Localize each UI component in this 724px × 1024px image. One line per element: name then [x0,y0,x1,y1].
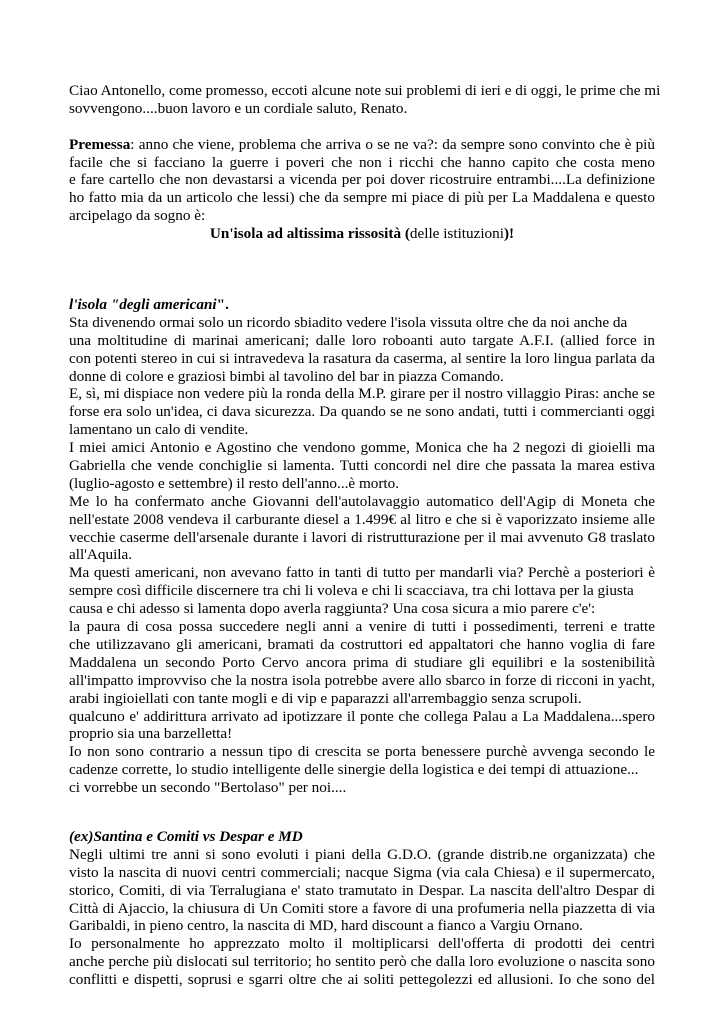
section-title-end: ". [216,296,229,314]
body-line: lamentano un calo di vendite. [69,421,249,439]
premessa-text: : anno che viene, problema che arriva o se ne va?: da sempre sono convinto che è più [130,135,655,153]
intro-line: sovvengono....buon lavoro e un cordiale saluto, Renato. [69,99,408,117]
premessa-line: e fare cartello che non devastarsi a vicenda per poi dover ricostruire entrambi....La definizione [69,171,655,189]
body-line: Me lo ha confermato anche Giovanni dell'autolavaggio automatico dell'Agip di Moneta che [69,492,655,510]
body-line: storico, Comiti, di via Terralugiana e' stato tramutato in Despar. La nascita dell'altro Despar di [69,881,655,899]
premessa-motto [69,225,655,243]
body-line: cadenze corrette, lo studio intelligente delle sinergie della logistica e dei tempi di attuazione... [69,761,639,779]
body-line: anche perche più dislocati sul territorio; ho sentito però che dalla loro evoluzione o nascita sono [69,953,655,971]
body-line: Città di Ajaccio, la chiusura di Un Comiti store a favore di una profumeria nella piazzetta di via [69,899,655,917]
body-line: ci vorrebbe un secondo "Bertolaso" per noi.... [69,779,347,797]
body-line: (luglio-agosto e settembre) il resto dell'anno...è morto. [69,474,400,492]
motto-bold: Un'isola ad altissima rissosità ( [209,225,410,243]
section-body [69,846,655,989]
body-line: Maddalena un secondo Porto Cervo ancora prima di studiare gli equilibri e la sostenibilità [69,653,655,671]
premessa-line: facile che si facciano la guerre i poveri che non i ricchi che hanno capito che costa meno [69,153,655,171]
intro-paragraph [69,82,661,118]
body-line: Gabriella che vende conchiglie si lamenta. Tutti concordi nel dire che passata la marea estiva [69,457,655,475]
body-line: Sta divenendo ormai solo un ricordo sbiadito vedere l'isola vissuta oltre che da noi anche da [69,313,628,331]
premessa-label: Premessa [69,135,131,153]
body-line: causa e chi adesso si lamenta dopo averla raggiunta? Una cosa sicura a mio parere c'e': [69,600,596,618]
body-line: I miei amici Antonio e Agostino che vendono gomme, Monica che ha 2 negozi di gioielli ma [69,439,655,457]
body-line: Negli ultimi tre anni si sono evoluti i piani della G.D.O. (grande distrib.ne organizzata) che [69,845,655,863]
body-line: visto la nascita di nuovi centri commerciali; nacque Sigma (via cala Chiesa) e il supermercato, [69,863,655,881]
body-line: che utilizzavano gli americani, bramati da costruttori ed appaltatori che hanno voglia di fare [69,635,655,653]
section-title: (ex)Santina e Comiti vs Despar e MD [69,827,303,845]
section-body [69,314,655,797]
body-line: Io personalmente ho apprezzato molto il moltiplicarsi dell'offerta di prodotti dei centri [69,935,655,953]
body-line: sempre così difficile discernere tra chi li voleva e chi li scacciava, tra chi lottava per la giusta [69,582,634,600]
motto-end: )! [503,225,515,243]
intro-line: Ciao Antonello, come promesso, eccoti alcune note sui problemi di ieri e di oggi, le prime che mi [69,82,661,99]
body-line: qualcuno e' addirittura arrivato ad ipotizzare il ponte che collega Palau a La Maddalena...spero [69,707,655,725]
document-page [69,82,661,989]
section-title-text: l'isola "degli americani [69,296,217,314]
body-line: E, sì, mi dispiace non vedere più la ronda della M.P. girare per il nostro villaggio Piras: anche se [69,385,655,403]
premessa-line: arcipelago da sogno è: [69,207,206,225]
motto-plain: delle istituzioni [409,225,504,243]
body-line: all'impatto improvviso che la nostra isola potrebbe avere allo sbarco in forze di ricconi in yacht, [69,671,655,689]
body-line: nell'estate 2008 vendeva il carburante diesel a 1.499€ al litro e che si è vaporizzato insieme alle [69,510,655,528]
body-line: Ma questi americani, non avevano fatto in tanti di tutto per mandarli via? Perchè a posteriori è [69,564,655,582]
body-line: la paura di cosa possa succedere negli anni a venire di tutti i possedimenti, terreni e tratte [69,618,655,636]
premessa-first-line [69,136,655,154]
body-line: donne di colore e graziosi bimbi al tavolino del bar in piazza Comando. [69,367,504,385]
body-line: proprio sia una barzelletta! [69,725,233,743]
body-line: conflitti e dispetti, soprusi e sgarri oltre che ai soliti pettegolezzi ed allusioni. Io che sono del [69,971,655,989]
body-line: vecchie caserme dell'arsenale durante i lavori di ristrutturazione per il mai avvenuto G8 traslato [69,528,655,546]
body-line: arabi ingioiellati con tante mogli e di vip e paparazzi all'arrembaggio senza scrupoli. [69,689,582,707]
section-title [69,296,655,314]
premessa-paragraph [69,136,655,243]
body-line: Garibaldi, in pieno centro, la nascita di MD, hard discount a fianco a Vargiu Ornano. [69,917,583,935]
body-line: forse era solo un'idea, ci dava sicurezza. Da quando se ne sono andati, tutti i commercianti oggi [69,403,655,421]
premessa-line: ho fatto mia da un articolo che lessi) che da sempre mi piace di più per La Maddalena e questo [69,189,655,207]
body-line: all'Aquila. [69,546,133,564]
section-americani [69,296,655,797]
body-line: una moltitudine di marinai americani; dalle loro roboanti auto targate A.F.I. (allied force in [69,331,655,349]
body-line: Io non sono contrario a nessun tipo di crescita se porta benessere purchè avvenga secondo le [69,743,655,761]
body-line: con potenti stereo in cui si intravedeva la rasatura da caserma, al sentire la loro lingua parlata da [69,349,655,367]
section-supermercati [69,828,655,989]
